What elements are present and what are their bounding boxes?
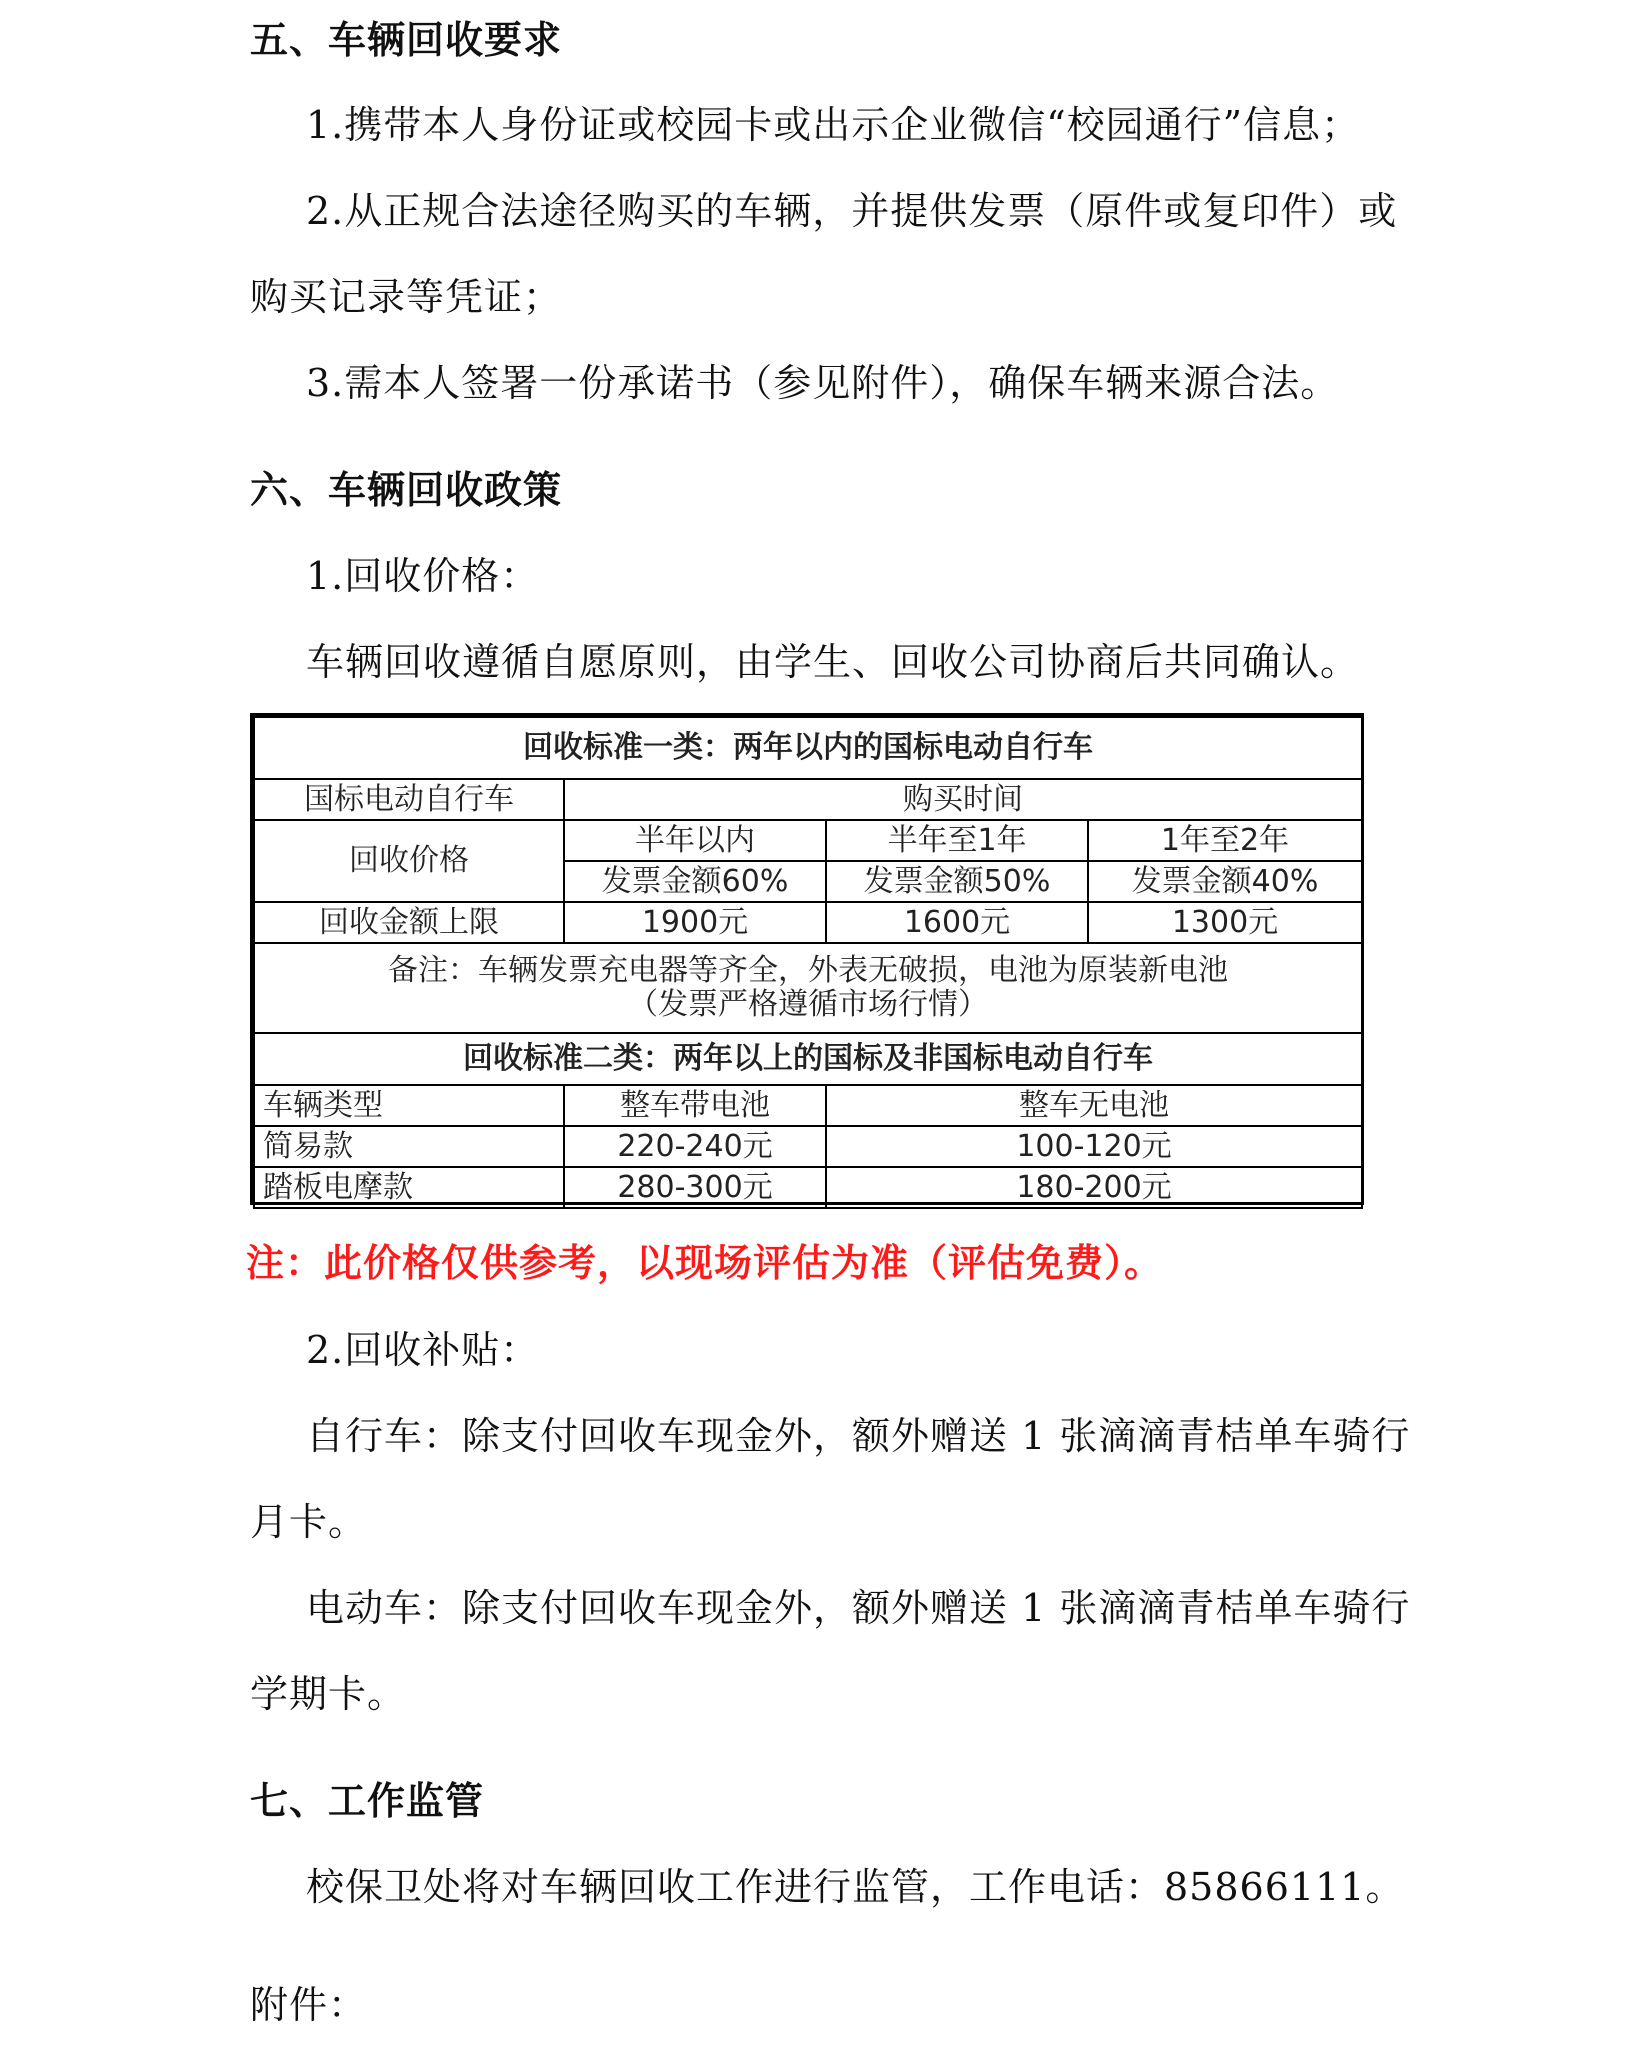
- price-note: 注：此价格仅供参考，以现场评估为准（评估免费）。: [246, 1241, 1164, 1285]
- class1-title: 回收标准一类：两年以内的国标电动自行车: [254, 717, 1362, 779]
- period-cell: 半年至1年: [826, 820, 1088, 861]
- remark-line-2: （发票严格遵循市场行情）: [628, 987, 988, 1022]
- section7-text: 校保卫处将对车辆回收工作进行监管，工作电话：85866111。: [306, 1865, 1405, 1909]
- col-vehicle-header: 国标电动自行车: [254, 779, 564, 820]
- class2-row-with-battery: 280-300元: [564, 1167, 826, 1208]
- subsidy-bicycle: 自行车：除支付回收车现金外，额外赠送 1 张滴滴青桔单车骑行: [306, 1414, 1411, 1458]
- remark-line-1: 备注：车辆发票充电器等齐全，外表无破损，电池为原装新电池: [388, 953, 1228, 989]
- recycle-price-table: [250, 713, 1364, 1205]
- class2-title: 回收标准二类：两年以上的国标及非国标电动自行车: [254, 1033, 1362, 1085]
- subsidy-heading: 2.回收补贴：: [306, 1328, 540, 1372]
- subsidy-bicycle-cont: 月卡。: [250, 1500, 368, 1544]
- period-cell: 1年至2年: [1088, 820, 1362, 861]
- row-cap-label: 回收金额上限: [254, 902, 564, 943]
- cap-cell: 1600元: [826, 902, 1088, 943]
- subsidy-ebike-cont: 学期卡。: [250, 1672, 407, 1716]
- remark-cell: [254, 943, 1362, 1033]
- section5-item-3: 3.需本人签署一份承诺书（参见附件），确保车辆来源合法。: [306, 361, 1340, 405]
- section5-item-2: 2.从正规合法途径购买的车辆，并提供发票（原件或复印件）或: [306, 189, 1398, 233]
- class2-row-type: 简易款: [254, 1126, 564, 1167]
- row-price-label: 回收价格: [254, 820, 564, 902]
- ratio-cell: 发票金额50%: [826, 861, 1088, 902]
- subsidy-ebike: 电动车：除支付回收车现金外，额外赠送 1 张滴滴青桔单车骑行: [306, 1586, 1411, 1630]
- class2-header-with-battery: 整车带电池: [564, 1085, 826, 1126]
- class2-row-no-battery: 180-200元: [826, 1167, 1362, 1208]
- cap-cell: 1300元: [1088, 902, 1362, 943]
- class2-header-no-battery: 整车无电池: [826, 1085, 1362, 1126]
- section6-title: 六、车辆回收政策: [250, 468, 563, 512]
- ratio-cell: 发票金额60%: [564, 861, 826, 902]
- price-description: 车辆回收遵循自愿原则，由学生、回收公司协商后共同确认。: [306, 640, 1360, 684]
- period-cell: 半年以内: [564, 820, 826, 861]
- class2-header-type: 车辆类型: [254, 1085, 564, 1126]
- cap-cell: 1900元: [564, 902, 826, 943]
- attachment-label: 附件：: [250, 1983, 368, 2027]
- class2-row-type: 踏板电摩款: [254, 1167, 564, 1208]
- class2-row-no-battery: 100-120元: [826, 1126, 1362, 1167]
- col-purchase-time-header: 购买时间: [564, 779, 1362, 820]
- section5-title: 五、车辆回收要求: [250, 18, 563, 62]
- section5-item-2-cont: 购买记录等凭证；: [250, 275, 563, 319]
- section7-title: 七、工作监管: [250, 1779, 485, 1823]
- class2-row-with-battery: 220-240元: [564, 1126, 826, 1167]
- price-heading: 1.回收价格：: [306, 554, 540, 598]
- section5-item-1: 1.携带本人身份证或校园卡或出示企业微信“校园通行”信息；: [306, 103, 1361, 147]
- ratio-cell: 发票金额40%: [1088, 861, 1362, 902]
